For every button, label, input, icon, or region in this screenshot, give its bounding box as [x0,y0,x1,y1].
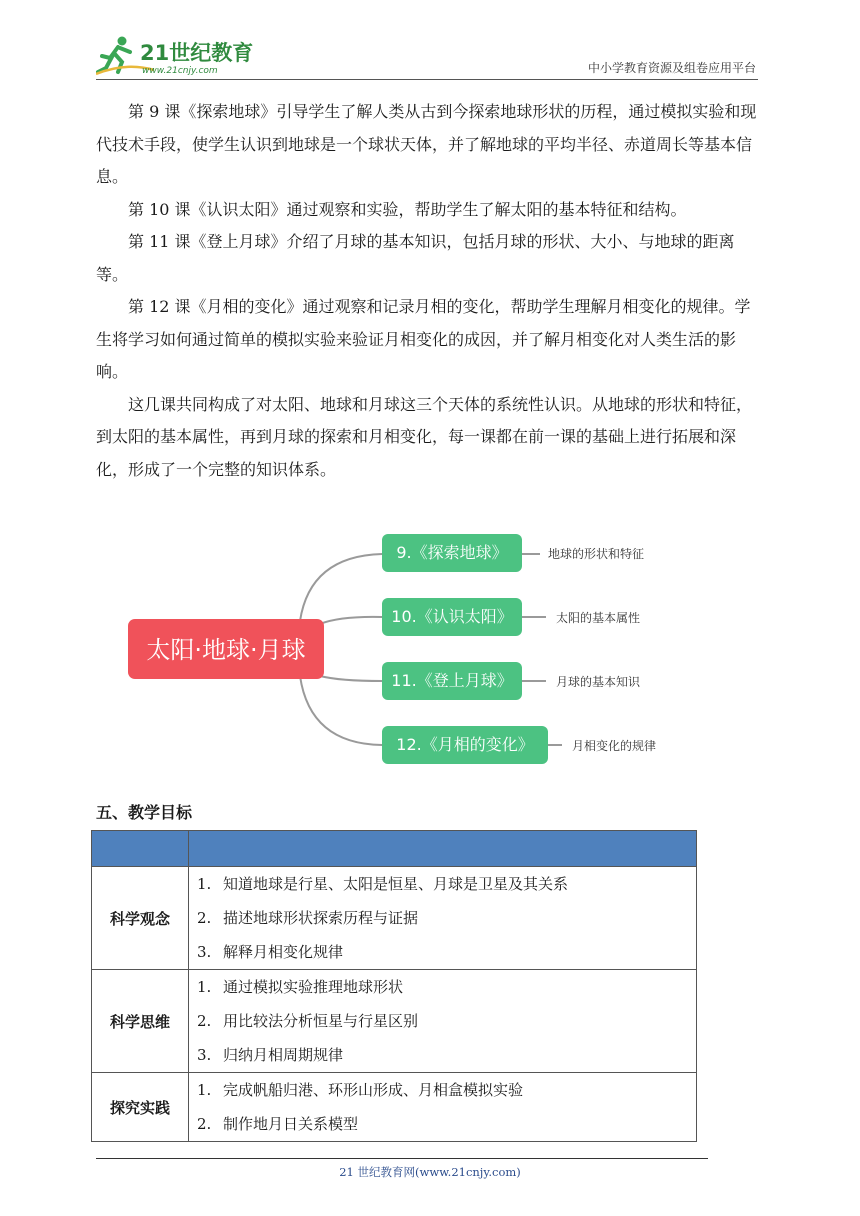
paragraph: 这几课共同构成了对太阳、地球和月球这三个天体的系统性认识。从地球的形状和特征，到太阳的基本属性，再到月球的探索和月相变化，每一课都在前一课的基础上进行拓展和深化，形成了一个完整的知识体系。 [96,394,753,479]
table-row [92,970,697,1073]
section-title: 五、教学目标 [96,803,193,822]
items-cell [189,867,697,970]
paragraph: 第 10 课《认识太阳》通过观察和实验，帮助学生了解太阳的基本特征和结构。 [128,199,687,219]
root-label: 太阳·地球·月球 [146,636,306,664]
branch-note: 月球的基本知识 [556,675,641,689]
table-header-cell [92,831,189,867]
table-header-row [92,831,697,867]
branch-12 [382,726,656,764]
item-text: 用比较法分析恒星与行星区别 [223,1012,419,1030]
branch-note: 太阳的基本属性 [556,611,641,625]
items-cell [189,1073,697,1142]
body-text [96,96,758,486]
category-cell: 科学思维 [92,970,189,1073]
category-cell: 科学观念 [92,867,189,970]
item-number: 2. [197,1115,212,1133]
category-cell: 探究实践 [92,1073,189,1142]
branch-label: 9.《探索地球》 [396,543,508,562]
list-item [197,1038,690,1072]
paragraph: 第 9 课《探索地球》引导学生了解人类从古到今探索地球形状的历程，通过模拟实验和现代技术手段，使学生认识到地球是一个球状天体，并了解地球的平均半径、赤道周长等基本信息。 [96,102,757,186]
branch-label: 11.《登上月球》 [391,671,513,690]
list-item [197,901,690,935]
table-header-cell [189,831,697,867]
item-number: 1. [197,978,212,996]
header-divider [96,79,758,80]
mind-map-connectors [300,554,562,745]
table-row [92,1073,697,1142]
item-text: 制作地月日关系模型 [223,1115,359,1133]
item-number: 3. [197,943,212,961]
site-logo [96,34,266,78]
item-text: 完成帆船归港、环形山形成、月相盒模拟实验 [223,1081,524,1099]
branch-label: 12.《月相的变化》 [396,735,534,754]
paragraph: 第 12 课《月相的变化》通过观察和记录月相的变化，帮助学生理解月相变化的规律。学生将学习如何通过简单的模拟实验来验证月相变化的成因，并了解月相变化对人类生活的影响。 [96,297,751,381]
branch-11 [382,662,641,700]
branch-note: 月相变化的规律 [572,739,657,753]
item-text: 归纳月相周期规律 [223,1046,344,1064]
list-item [197,970,690,1004]
item-number: 3. [197,1046,212,1064]
footer-text: 21 世纪教育网(www.21cnjy.com) [339,1165,521,1179]
list-item [197,1073,690,1107]
item-text: 通过模拟实验推理地球形状 [223,978,404,996]
item-number: 2. [197,1012,212,1030]
mind-map [120,526,680,776]
branch-9 [382,534,644,572]
footer-divider [96,1158,708,1159]
item-text: 描述地球形状探索历程与证据 [223,909,419,927]
item-text: 知道地球是行星、太阳是恒星、月球是卫星及其关系 [223,875,569,893]
item-number: 2. [197,909,212,927]
list-item [197,1004,690,1038]
teaching-goals-table [91,830,697,1142]
items-cell [189,970,697,1073]
branch-10 [382,598,640,636]
list-item [197,1107,690,1141]
list-item [197,935,690,969]
table-row [92,867,697,970]
mind-map-root [128,619,324,679]
logo-url: www.21cnjy.com [142,66,218,76]
item-number: 1. [197,1081,212,1099]
list-item [197,867,690,901]
branch-note: 地球的形状和特征 [548,547,645,561]
branch-label: 10.《认识太阳》 [391,607,513,626]
paragraph: 第 11 课《登上月球》介绍了月球的基本知识，包括月球的形状、大小、与地球的距离等。 [96,232,735,284]
item-number: 1. [197,875,212,893]
item-text: 解释月相变化规律 [223,943,344,961]
page-header [96,34,758,80]
header-platform-text: 中小学教育资源及组卷应用平台 [587,61,756,75]
logo-text: 21世纪教育 [140,41,254,65]
